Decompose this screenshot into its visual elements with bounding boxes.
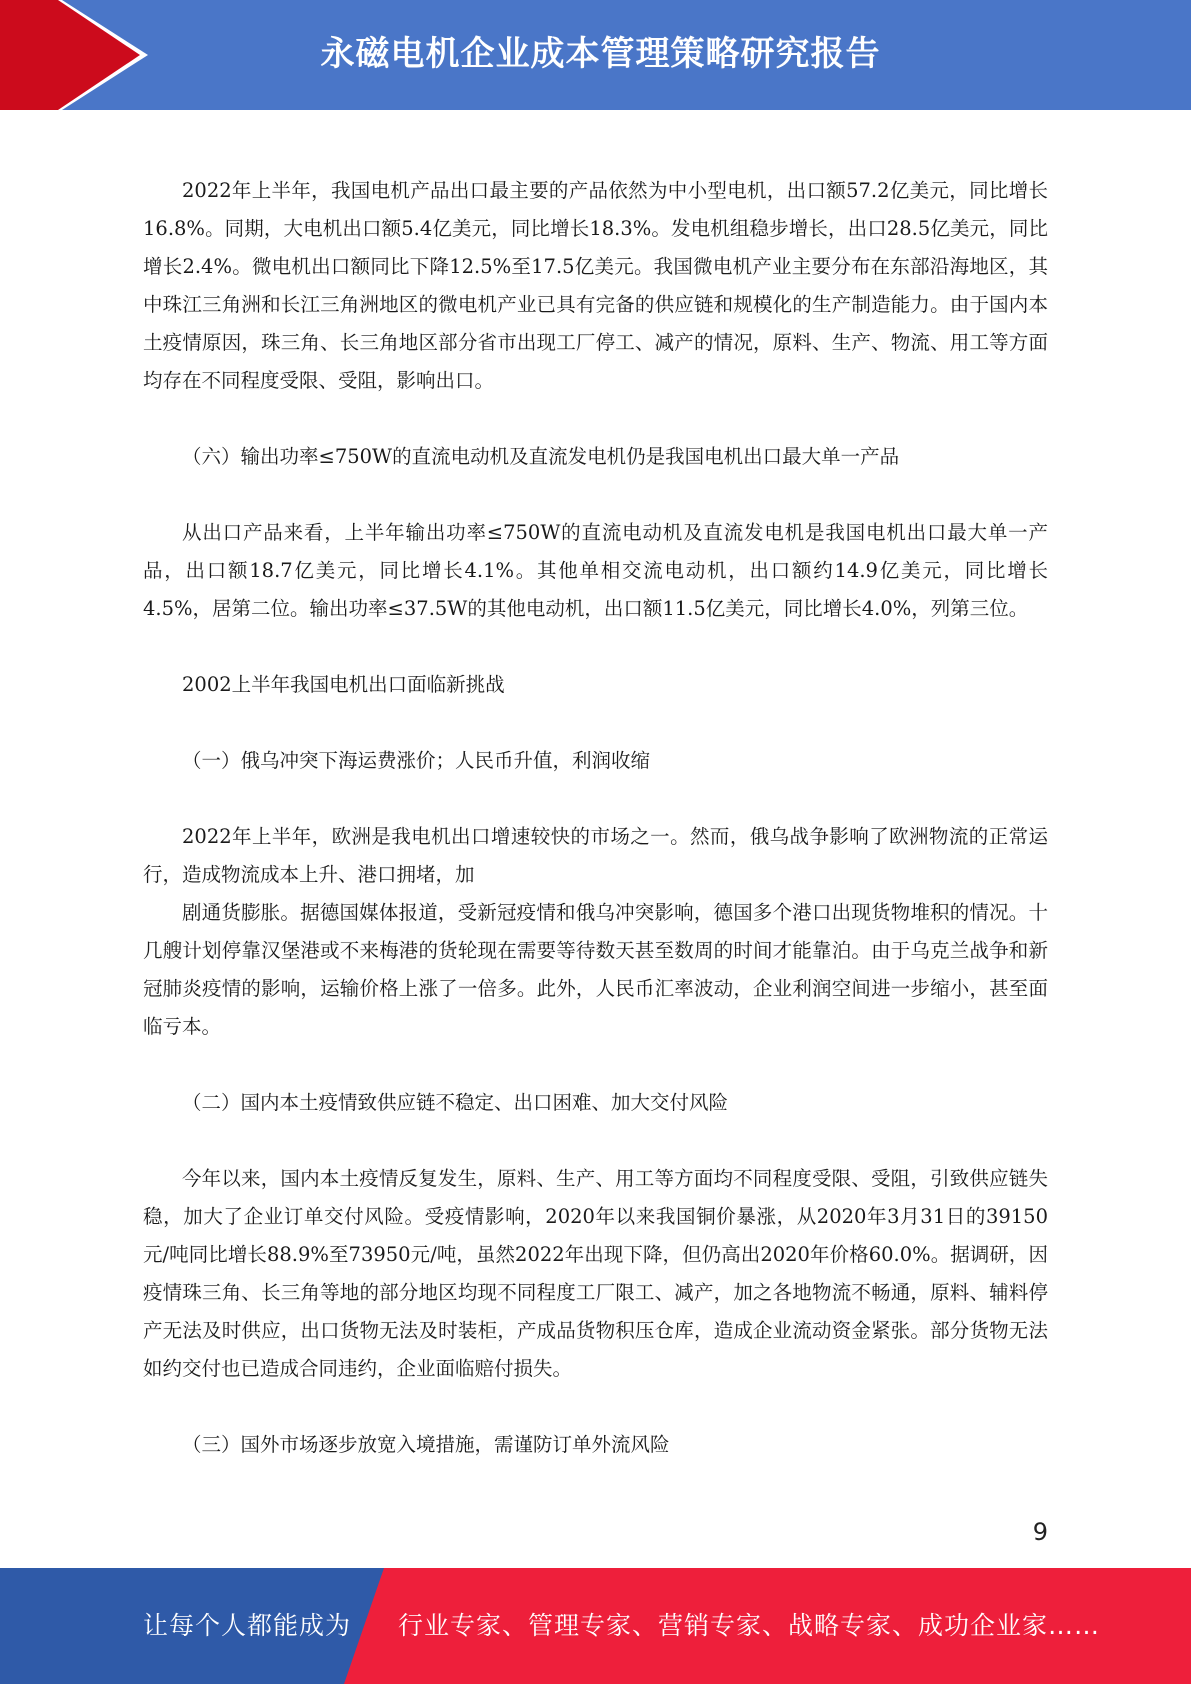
paragraph-export-products: 从出口产品来看，上半年输出功率≤750W的直流电动机及直流发电机是我国电机出口最大单一产品，出口额18.7亿美元，同比增长4.1%。其他单相交流电动机，出口额约14.9亿美元，同比增长4.5%，居第二位。输出功率≤37.5W的其他电动机，出口额11.5亿美元，同比增长4.0%，列第三位。 [143, 521, 1048, 620]
footer-slogan-right: 行业专家、管理专家、营销专家、战略专家、成功企业家…… [398, 1611, 1101, 1640]
section-heading-two: （二）国内本土疫情致供应链不稳定、出口困难、加大交付风险 [182, 1091, 729, 1114]
paragraph-supply-chain: 今年以来，国内本土疫情反复发生，原料、生产、用工等方面均不同程度受限、受阻，引致供应链失稳，加大了企业订单交付风险。受疫情影响，2020年以来我国铜价暴涨，从2020年3月31日的39150元/吨同比增长88.9%至73950元/吨，虽然2022年出现下降，但仍高出2020年价格60.0%。据调研，因疫情珠三角、长三角等地的部分地区均现不同程度工厂限工、减产，加之各地物流不畅通，原料、辅料停产无法及时供应，出口货物无法及时装柜，产成品货物积压仓库，造成企业流动资金紧张。部分货物无法如约交付也已造成合同违约，企业面临赔付损失。 [143, 1167, 1048, 1380]
page-footer [0, 1568, 1191, 1684]
paragraph-motor-exports: 2022年上半年，我国电机产品出口最主要的产品依然为中小型电机，出口额57.2亿美元，同比增长16.8%。同期，大电机出口额5.4亿美元，同比增长18.3%。发电机组稳步增长，出口28.5亿美元，同比增长2.4%。微电机出口额同比下降12.5%至17.5亿美元。我国微电机产业主要分布在东部沿海地区，其中珠江三角洲和长江三角洲地区的微电机产业已具有完备的供应链和规模化的生产制造能力。由于国内本土疫情原因，珠三角、长三角地区部分省市出现工厂停工、减产的情况，原料、生产、物流、用工等方面均存在不同程度受限、受阻，影响出口。 [143, 179, 1048, 392]
paragraph-europe-logistics: 2022年上半年，欧洲是我电机出口增速较快的市场之一。然而，俄乌战争影响了欧洲物流的正常运行，造成物流成本上升、港口拥堵，加 [143, 825, 1048, 886]
section-heading-challenges: 2002上半年我国电机出口面临新挑战 [182, 673, 505, 696]
report-title: 永磁电机企业成本管理策略研究报告 [320, 34, 881, 74]
page-number: 9 [1032, 1518, 1048, 1546]
section-heading-six: （六）输出功率≤750W的直流电动机及直流发电机仍是我国电机出口最大单一产品 [182, 445, 900, 468]
section-heading-three: （三）国外市场逐步放宽入境措施，需谨防订单外流风险 [182, 1433, 670, 1456]
document-body [143, 172, 1048, 1464]
paragraph-inflation: 剧通货膨胀。据德国媒体报道，受新冠疫情和俄乌冲突影响，德国多个港口出现货物堆积的情况。十几艘计划停靠汉堡港或不来梅港的货轮现在需要等待数天甚至数周的时间才能靠泊。由于乌克兰战争和新冠肺炎疫情的影响，运输价格上涨了一倍多。此外，人民币汇率波动，企业利润空间进一步缩小，甚至面临亏本。 [143, 901, 1048, 1038]
page-header [0, 0, 1191, 110]
footer-slogan-left: 让每个人都能成为 [143, 1611, 352, 1640]
section-heading-one: （一）俄乌冲突下海运费涨价；人民币升值，利润收缩 [182, 749, 651, 772]
